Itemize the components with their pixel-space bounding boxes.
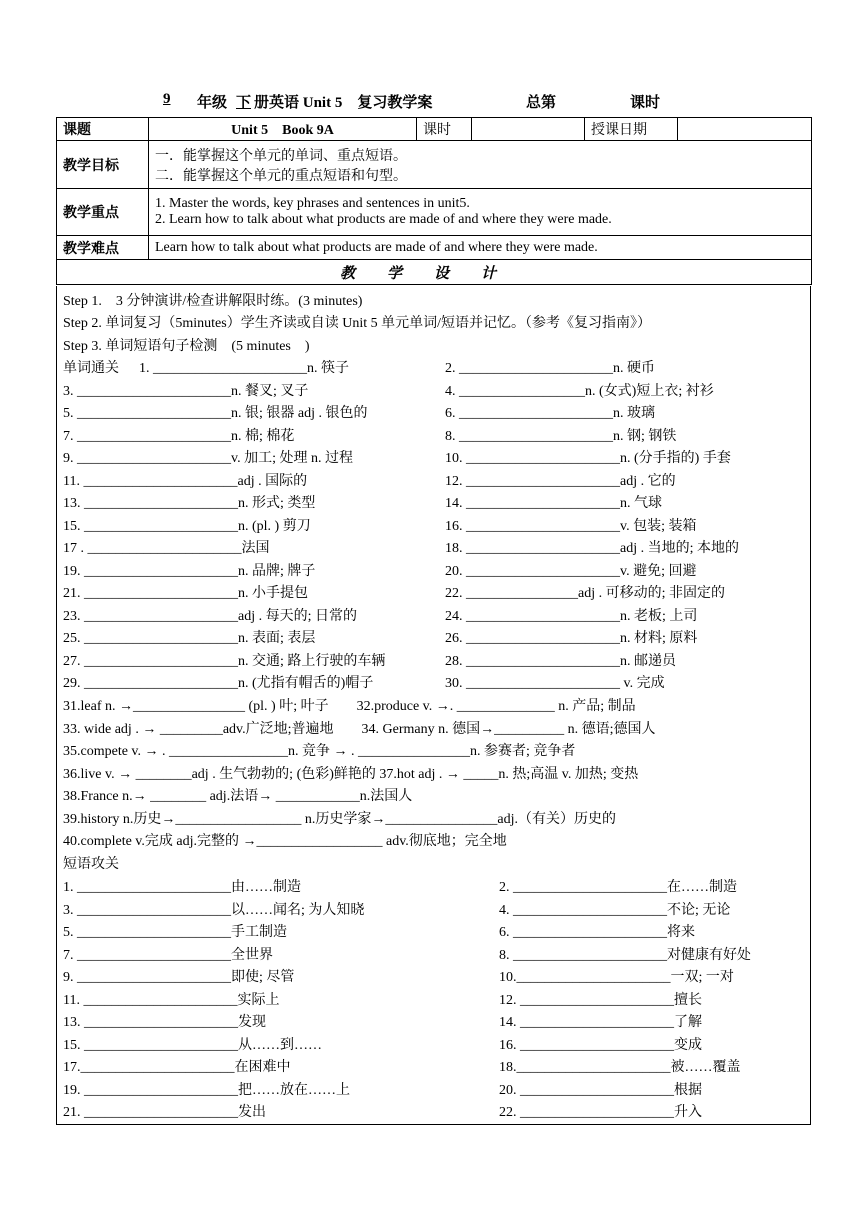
phrase-item: 9. ______________________即使; 尽管	[63, 970, 295, 985]
phrase-item: 8. ______________________对健康有好处	[499, 947, 751, 963]
total-label: 总第	[526, 95, 557, 111]
difficulty-label: 教学难点	[57, 236, 149, 260]
date-label: 授课日期	[585, 118, 678, 141]
phrase-item: 16. ______________________变成	[499, 1037, 702, 1053]
phrase-item: 22. ______________________升入	[499, 1105, 702, 1120]
vocab-item: 13. ______________________n. 形式; 类型	[63, 496, 316, 511]
vocab-item: 17 . ______________________法国	[63, 541, 270, 556]
derivation-item: 33. wide adj . → _________adv.广泛地;普遍地 34. Germany n. 德国→__________ n. 德语;德国人	[63, 721, 656, 737]
vocab-heading: 单词通关	[63, 361, 119, 376]
vocab-item: 18. ______________________adj . 当地的; 本地的	[445, 541, 739, 556]
grade-label: 年级	[197, 95, 228, 111]
step-line: Step 3. 单词短语句子检测 (5 minutes )	[63, 339, 310, 354]
phrase-item: 6. ______________________将来	[499, 925, 695, 940]
vocab-item: 27. ______________________n. 交通; 路上行驶的车辆	[63, 653, 386, 669]
lesson-header-table	[56, 117, 812, 285]
derivation-item: 36.live v. → ________adj . 生气勃勃的; (色彩)鲜艳的 37.hot adj . → _____n. 热;高温 v. 加热; 变热	[63, 766, 639, 782]
vocab-item: 10. ______________________n. (分手指的) 手套	[445, 451, 731, 466]
phrase-item: 14. ______________________了解	[499, 1015, 702, 1030]
period-label: 课时	[630, 95, 661, 111]
vocab-item: 9. ______________________v. 加工; 处理 n. 过程	[63, 451, 353, 466]
step-line: Step 1. 3 分钟演讲/检查讲解限时练。(3 minutes)	[63, 294, 363, 309]
vocab-item: 5. ______________________n. 银; 银器 adj . 银色的	[63, 406, 368, 421]
phrase-item: 2. ______________________在……制造	[499, 880, 737, 895]
key-line: 2. Learn how to talk about what products are made of and where they were made.	[155, 212, 612, 227]
vocab-item: 8. ______________________n. 钢; 钢铁	[445, 428, 677, 444]
phrase-item: 4. ______________________不论; 无论	[499, 902, 731, 918]
topic-label: 课题	[57, 118, 149, 141]
vocab-item: 21. ______________________n. 小手提包	[63, 586, 308, 601]
key-content	[149, 189, 812, 236]
vocab-item: 24. ______________________n. 老板; 上司	[445, 608, 698, 624]
phrase-item: 21. ______________________发出	[63, 1105, 266, 1120]
phrase-item: 10.______________________一双; 一对	[499, 970, 734, 985]
phrase-item: 7. ______________________全世界	[63, 947, 273, 963]
phrase-heading: 短语攻关	[63, 857, 119, 872]
vocab-item: 16. ______________________v. 包装; 装箱	[445, 518, 697, 534]
phrase-item: 15. ______________________从……到……	[63, 1037, 322, 1053]
vocab-item: 6. ______________________n. 玻璃	[445, 406, 655, 421]
phrase-item: 11. ______________________实际上	[63, 992, 280, 1008]
vocab-item: 3. ______________________n. 餐叉; 叉子	[63, 383, 309, 399]
phrase-item: 18.______________________被……覆盖	[499, 1060, 741, 1075]
phrase-item: 17.______________________在困难中	[63, 1060, 291, 1075]
vocab-item: 14. ______________________n. 气球	[445, 496, 662, 511]
phrase-item: 3. ______________________以……闻名; 为人知晓	[63, 902, 365, 918]
goal-line: 一．能掌握这个单元的单词、重点短语。	[155, 148, 407, 164]
vocab-item: 30. ______________________ v. 完成	[445, 676, 665, 691]
key-line: 1. Master the words, key phrases and sentences in unit5.	[155, 196, 470, 211]
phrase-item: 20. ______________________根据	[499, 1082, 702, 1098]
vocab-item: 22. ________________adj . 可移动的; 非固定的	[445, 586, 725, 601]
teaching-design-body	[56, 286, 811, 1125]
goal-content	[149, 141, 812, 189]
phrase-item: 5. ______________________手工制造	[63, 925, 287, 940]
period-cell-value	[472, 118, 585, 141]
section-heading: 教学设计	[57, 260, 812, 285]
derivation-item: 31.leaf n. →________________ (pl. ) 叶; 叶子 32.produce v. →. ______________ n. 产品; 制品	[63, 699, 636, 714]
vocab-item: 11. ______________________adj . 国际的	[63, 473, 308, 489]
vocab-item: 23. ______________________adj . 每天的; 日常的	[63, 608, 357, 624]
vocab-item: 4. __________________n. (女式)短上衣; 衬衫	[445, 383, 714, 399]
term-value: 下	[236, 95, 252, 111]
vocab-item: 29. ______________________n. (尤指有帽舌的)帽子	[63, 676, 374, 691]
topic-value: Unit 5 Book 9A	[149, 118, 417, 141]
period-cell-label: 课时	[417, 118, 472, 141]
vocab-item: 15. ______________________n. (pl. ) 剪刀	[63, 518, 311, 534]
derivation-item: 40.complete v.完成 adj.完整的 →__________________ adv.彻底地；完全地	[63, 834, 507, 849]
derivation-item: 38.France n.→ ________ adj.法语→ ____________n.法国人	[63, 789, 413, 804]
derivation-item: 35.compete v. → . _________________n. 竞争 → . ________________n. 参赛者; 竞争者	[63, 744, 576, 759]
step-line: Step 2. 单词复习（5minutes）学生齐读或自读 Unit 5 单元单词/短语并记忆。（参考《复习指南》）	[63, 316, 651, 331]
title-text: 册英语 Unit 5 复习教学案	[254, 95, 433, 111]
derivation-item: 39.history n.历史→__________________ n.历史学家→________________adj.（有关）历史的	[63, 811, 616, 827]
vocab-item: 20. ______________________v. 避免; 回避	[445, 563, 697, 579]
phrase-item: 1. ______________________由……制造	[63, 880, 301, 895]
vocab-item: 1. ______________________n. 筷子	[139, 361, 349, 376]
vocab-item: 12. ______________________adj . 它的	[445, 473, 676, 489]
vocab-item: 28. ______________________n. 邮递员	[445, 653, 676, 669]
date-value	[678, 118, 812, 141]
vocab-item: 2. ______________________n. 硬币	[445, 361, 655, 376]
phrase-item: 13. ______________________发现	[63, 1015, 266, 1030]
phrase-item: 19. ______________________把……放在……上	[63, 1082, 350, 1098]
grade-value: 9	[163, 91, 171, 107]
difficulty-content: Learn how to talk about what products are made of and where they were made.	[149, 236, 812, 260]
vocab-item: 7. ______________________n. 棉; 棉花	[63, 428, 295, 444]
goal-line: 二．能掌握这个单元的重点短语和句型。	[155, 168, 407, 184]
key-label: 教学重点	[57, 189, 149, 236]
phrase-item: 12. ______________________擅长	[499, 992, 702, 1008]
page-title	[0, 91, 860, 113]
goal-label: 教学目标	[57, 141, 149, 189]
vocab-item: 26. ______________________n. 材料; 原料	[445, 631, 698, 646]
vocab-item: 25. ______________________n. 表面; 表层	[63, 631, 316, 646]
vocab-item: 19. ______________________n. 品牌; 牌子	[63, 563, 316, 579]
